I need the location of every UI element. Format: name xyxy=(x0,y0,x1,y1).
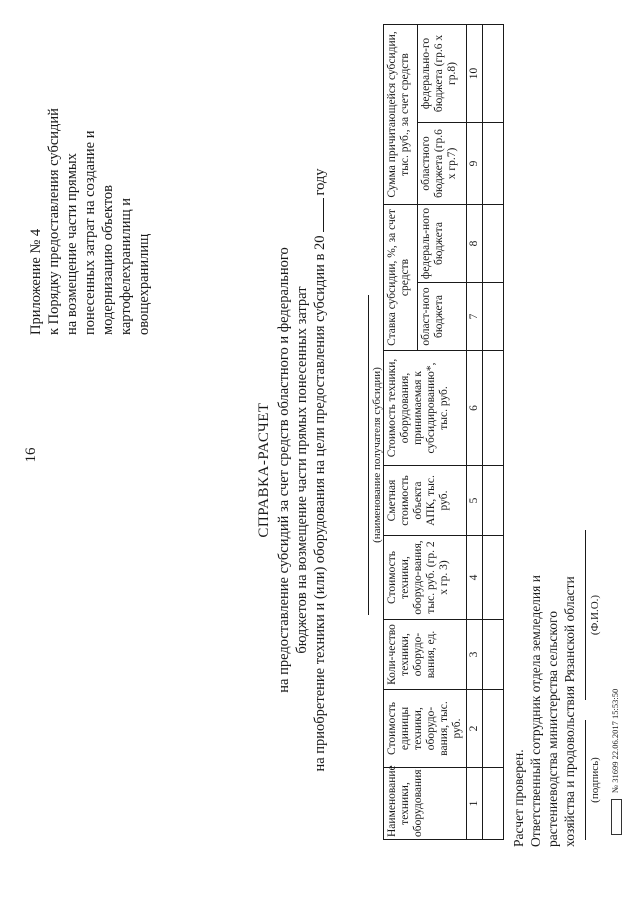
subsidy-calculation-table xyxy=(383,24,504,840)
column-number: 6 xyxy=(467,351,483,466)
appendix-line: картофелехранилищ и xyxy=(118,197,134,335)
table-row xyxy=(483,24,504,839)
rotated-sheet xyxy=(5,5,635,895)
period-prefix: на приобретение техники и (или) оборудования на цели предоставления субсидии в 20 xyxy=(312,235,328,772)
table-cell xyxy=(483,204,504,282)
header-estimated-cost: Сметная стоимость объекта АПК, тыс. руб. xyxy=(384,466,467,536)
title-line-period xyxy=(311,85,329,855)
table-cell xyxy=(483,351,504,466)
header-accepted-cost: Стоимость техники, оборудования, принимаемая к субсидированию*, тыс. руб. xyxy=(384,351,467,466)
header-total-cost: Стоимость техники, оборудо-вания, тыс. руб. (гр. 2 х гр. 3) xyxy=(384,536,467,620)
header-sum-group: Сумма причитающейся субсидии, тыс. руб., за счет средств xyxy=(384,24,418,204)
title-line: на предоставление субсидий за счет средств областного и федерального xyxy=(276,247,292,693)
verification-line: растениеводства министерства сельского xyxy=(545,611,560,847)
recipient-line xyxy=(350,295,369,615)
appendix-line: Приложение № 4 xyxy=(28,228,44,335)
appendix-line: на возмещение части прямых xyxy=(64,153,80,335)
name-caption: (Ф.И.О.) xyxy=(589,594,601,636)
stamp-logo-icon xyxy=(611,799,622,835)
header-sum-regional: областного бюджета (гр.6 х гр.7) xyxy=(418,122,467,204)
appendix-line: понесенных затрат на создание и xyxy=(82,130,98,335)
column-number: 5 xyxy=(467,466,483,536)
appendix-header xyxy=(27,35,153,335)
document-title-block xyxy=(255,85,329,855)
recipient-caption: (наименование получателя субсидии) xyxy=(371,367,383,543)
column-number: 1 xyxy=(467,768,483,840)
column-number: 7 xyxy=(467,283,483,351)
column-number: 8 xyxy=(467,204,483,282)
header-rate-regional: област-ного бюджета xyxy=(418,283,467,351)
header-unit-cost: Стоимость единицы техники, оборудо-вания, тыс. руб. xyxy=(384,690,467,768)
table-cell xyxy=(483,122,504,204)
appendix-line: овощехранилищ xyxy=(136,233,152,335)
year-blank xyxy=(311,199,324,233)
signature-line xyxy=(585,720,586,840)
header-name: Наименование техники, оборудования xyxy=(384,768,467,840)
document-title: СПРАВКА-РАСЧЕТ xyxy=(256,402,272,538)
table-cell xyxy=(483,768,504,840)
appendix-line: к Порядку предоставления субсидий xyxy=(46,108,62,335)
column-number: 3 xyxy=(467,620,483,690)
verification-block xyxy=(510,487,578,847)
column-number-row xyxy=(467,24,483,839)
header-quantity: Коли-чество техники, оборудо-вания, ед. xyxy=(384,620,467,690)
table-cell xyxy=(483,24,504,122)
column-number: 10 xyxy=(467,24,483,122)
recipient-field xyxy=(350,295,383,615)
title-line: бюджетов на возмещение части прямых понесенных затрат xyxy=(294,286,310,654)
table-cell xyxy=(483,536,504,620)
column-number: 2 xyxy=(467,690,483,768)
column-number: 9 xyxy=(467,122,483,204)
verification-line: Ответственный сотрудник отдела земледелия и xyxy=(528,575,543,847)
signature-caption: (подпись) xyxy=(589,757,601,803)
registration-stamp xyxy=(610,535,622,835)
period-suffix: году xyxy=(312,168,328,196)
page-number: 16 xyxy=(23,447,39,463)
table-cell xyxy=(483,620,504,690)
column-number: 4 xyxy=(467,536,483,620)
header-sum-federal: федерально-го бюджета (гр.6 х гр.8) xyxy=(418,24,467,122)
table-cell xyxy=(483,283,504,351)
header-rate-federal: федераль-ного бюджета xyxy=(418,204,467,282)
table-cell xyxy=(483,690,504,768)
verification-line: хозяйства и продовольствия Рязанской области xyxy=(562,576,577,847)
name-line xyxy=(585,530,586,700)
stamp-text: № 31699 22.06.2017 15:53:50 xyxy=(610,688,620,793)
table-header-row xyxy=(384,24,418,839)
appendix-line: модернизацию объектов xyxy=(100,184,116,335)
header-rate-group: Ставка субсидии, %, за счет средств xyxy=(384,204,418,350)
table-cell xyxy=(483,466,504,536)
verification-line: Расчет проверен. xyxy=(511,749,526,847)
